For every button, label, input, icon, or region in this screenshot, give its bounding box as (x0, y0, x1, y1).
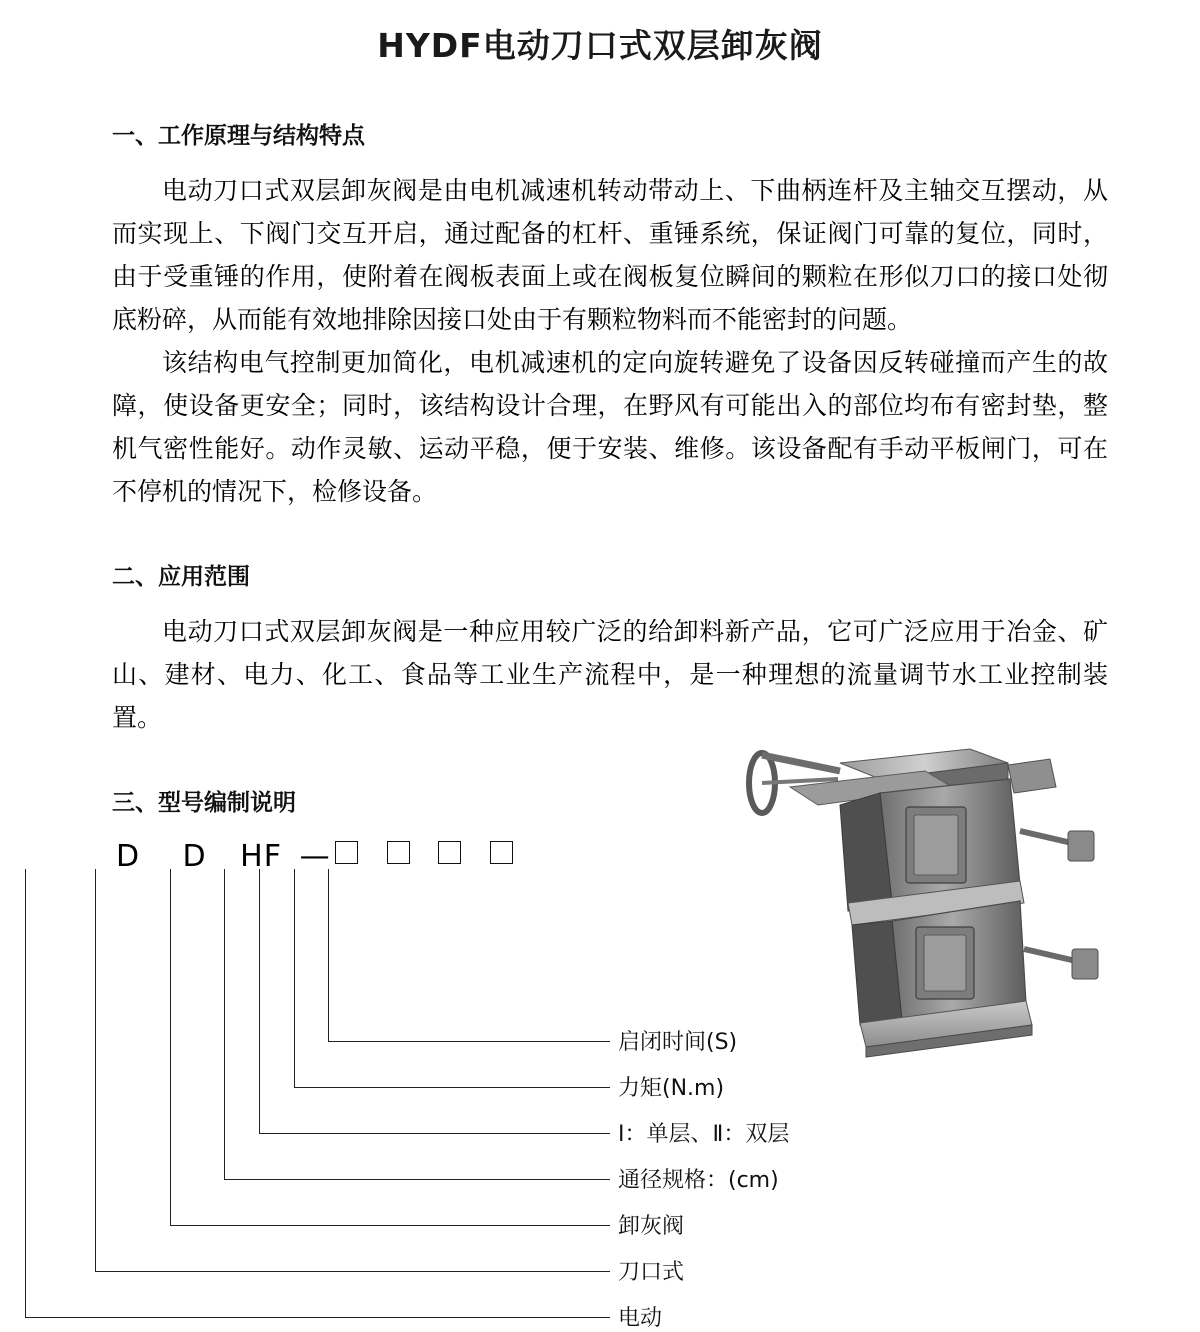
model-label-3: Ⅰ：单层、Ⅱ：双层 (618, 1122, 790, 1147)
section-heading-2: 二、应用范围 (112, 564, 250, 590)
model-label-7: 电动 (618, 1306, 663, 1331)
leader-line-vertical (294, 869, 295, 1087)
model-box-2 (387, 841, 410, 864)
paragraph: 电动刀口式双层卸灰阀是一种应用较广泛的给卸料新产品，它可广泛应用于冶金、矿山、建材、电力、化工、食品等工业生产流程中，是一种理想的流量调节水工业控制装置。 (112, 619, 1108, 732)
model-box-1 (335, 841, 358, 864)
section-heading-1: 一、工作原理与结构特点 (112, 123, 365, 149)
paragraph: 电动刀口式双层卸灰阀是由电机减速机转动带动上、下曲柄连杆及主轴交互摆动，从而实现上、下阀门交互开启，通过配备的杠杆、重锤系统，保证阀门可靠的复位，同时，由于受重锤的作用，使附着在阀板表面上或在阀板复位瞬间的颗粒在形似刀口的接口处彻底粉碎，从而能有效地排除因接口处由于有颗粒物料而不能密封的问题。 (112, 178, 1108, 334)
leader-line-horizontal (328, 1041, 610, 1042)
leader-line-vertical (95, 869, 96, 1271)
spacer (0, 514, 1200, 558)
leader-line-horizontal (294, 1087, 610, 1088)
product-photo (720, 735, 1140, 1065)
spacer (0, 150, 1200, 170)
model-letter-1: D (115, 839, 141, 874)
model-box-4 (490, 841, 513, 864)
model-label-4: 通径规格：(cm) (618, 1168, 779, 1193)
spacer (0, 591, 1200, 611)
leader-line-horizontal (95, 1271, 610, 1272)
leader-line-vertical (259, 869, 260, 1133)
model-label-1: 启闭时间(S) (618, 1030, 738, 1055)
leader-line-vertical (25, 869, 26, 1317)
model-letter-2: D (182, 839, 207, 874)
model-label-5: 卸灰阀 (618, 1214, 685, 1239)
leader-line-vertical (170, 869, 171, 1225)
section-body-1 (0, 170, 1200, 514)
leader-line-vertical (224, 869, 225, 1179)
leader-line-horizontal (224, 1179, 610, 1180)
leader-line-horizontal (259, 1133, 610, 1134)
section-heading-3: 三、型号编制说明 (112, 790, 296, 816)
model-dash: — (299, 839, 331, 874)
leader-line-horizontal (25, 1317, 610, 1318)
valve-illustration (720, 735, 1140, 1065)
leader-line-horizontal (170, 1225, 610, 1226)
spacer (0, 67, 1200, 117)
model-label-6: 刀口式 (618, 1260, 685, 1285)
section-body-2 (0, 611, 1200, 740)
model-label-2: 力矩(N.m) (618, 1076, 725, 1101)
page-title: HYDF电动刀口式双层卸灰阀 (377, 26, 823, 65)
model-letter-3: HF (240, 839, 282, 874)
paragraph: 该结构电气控制更加简化，电机减速机的定向旋转避免了设备因反转碰撞而产生的故障，使设备更安全；同时，该结构设计合理，在野风有可能出入的部位均布有密封垫，整机气密性能好。动作灵敏、运动平稳，便于安装、维修。该设备配有手动平板闸门，可在不停机的情况下，检修设备。 (112, 350, 1108, 506)
leader-line-vertical (328, 869, 329, 1041)
model-code-row (100, 839, 522, 874)
model-box-3 (438, 841, 461, 864)
